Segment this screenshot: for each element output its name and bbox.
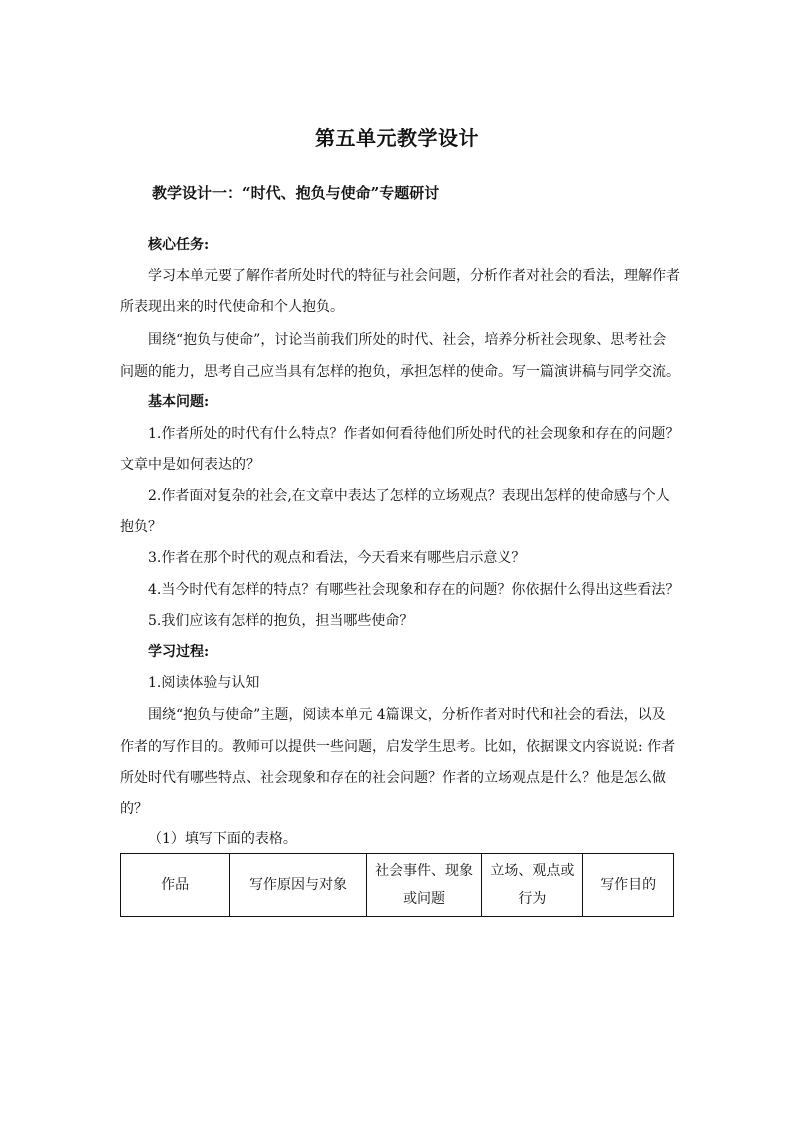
table-header-cell: 写作原因与对象 [230,854,366,917]
question-line: 文章中是如何表达的？ [120,457,260,473]
question-line: 2.作者面对复杂的社会,在文章中表达了怎样的立场观点？表现出怎样的使命感与个人 [148,488,670,504]
table-header-cell: 社会事件、现象 或问题 [366,854,482,917]
table-header-cell: 写作目的 [583,854,674,917]
process-line: （1）填写下面的表格。 [148,831,297,847]
table-header-cell: 作品 [121,854,230,917]
question-line: 5.我们应该有怎样的抱负，担当哪些使命？ [148,613,414,629]
page-title: 第五单元教学设计 [315,126,479,150]
basic-questions-heading: 基本问题: [148,394,210,410]
process-line: 所处时代有哪些特点、社会现象和存在的社会问题？作者的立场观点是什么？他是怎么做 [120,770,666,786]
process-line: 的？ [120,801,148,817]
question-line: 1.作者所处的时代有什么特点？作者如何看待他们所处时代的社会现象和存在的问题？ [148,426,680,442]
paragraph-line: 学习本单元要了解作者所处时代的特征与社会问题，分析作者对社会的看法，理解作者 [148,268,680,284]
process-line: 围绕“抱负与使命”主题，阅读本单元 4篇课文，分析作者对时代和社会的看法，以及 [148,707,666,723]
worksheet-table [120,853,674,917]
question-line: 抱负？ [120,519,162,535]
question-line: 3.作者在那个时代的观点和看法，今天看来有哪些启示意义？ [148,550,526,566]
paragraph-line: 所表现出来的时代使命和个人抱负。 [120,299,344,315]
section-subtitle: 教学设计一：“时代、抱负与使命”专题研讨 [152,184,440,202]
table-header-row [121,854,674,917]
core-task-heading: 核心任务: [148,237,210,253]
process-heading: 学习过程: [148,644,210,660]
paragraph-line: 问题的能力，思考自己应当具有怎样的抱负，承担怎样的使命。写一篇演讲稿与同学交流。 [120,364,680,380]
process-line: 作者的写作目的。教师可以提供一些问题，启发学生思考。比如，依据课文内容说说: 作者 [120,739,676,755]
question-line: 4.当今时代有怎样的特点？有哪些社会现象和存在的问题？你依据什么得出这些看法？ [148,582,680,598]
table-header-cell: 立场、观点或 行为 [482,854,583,917]
paragraph-line: 围绕“抱负与使命”，讨论当前我们所处的时代、社会，培养分析社会现象、思考社会 [148,332,667,348]
process-line: 1.阅读体验与认知 [148,675,260,691]
